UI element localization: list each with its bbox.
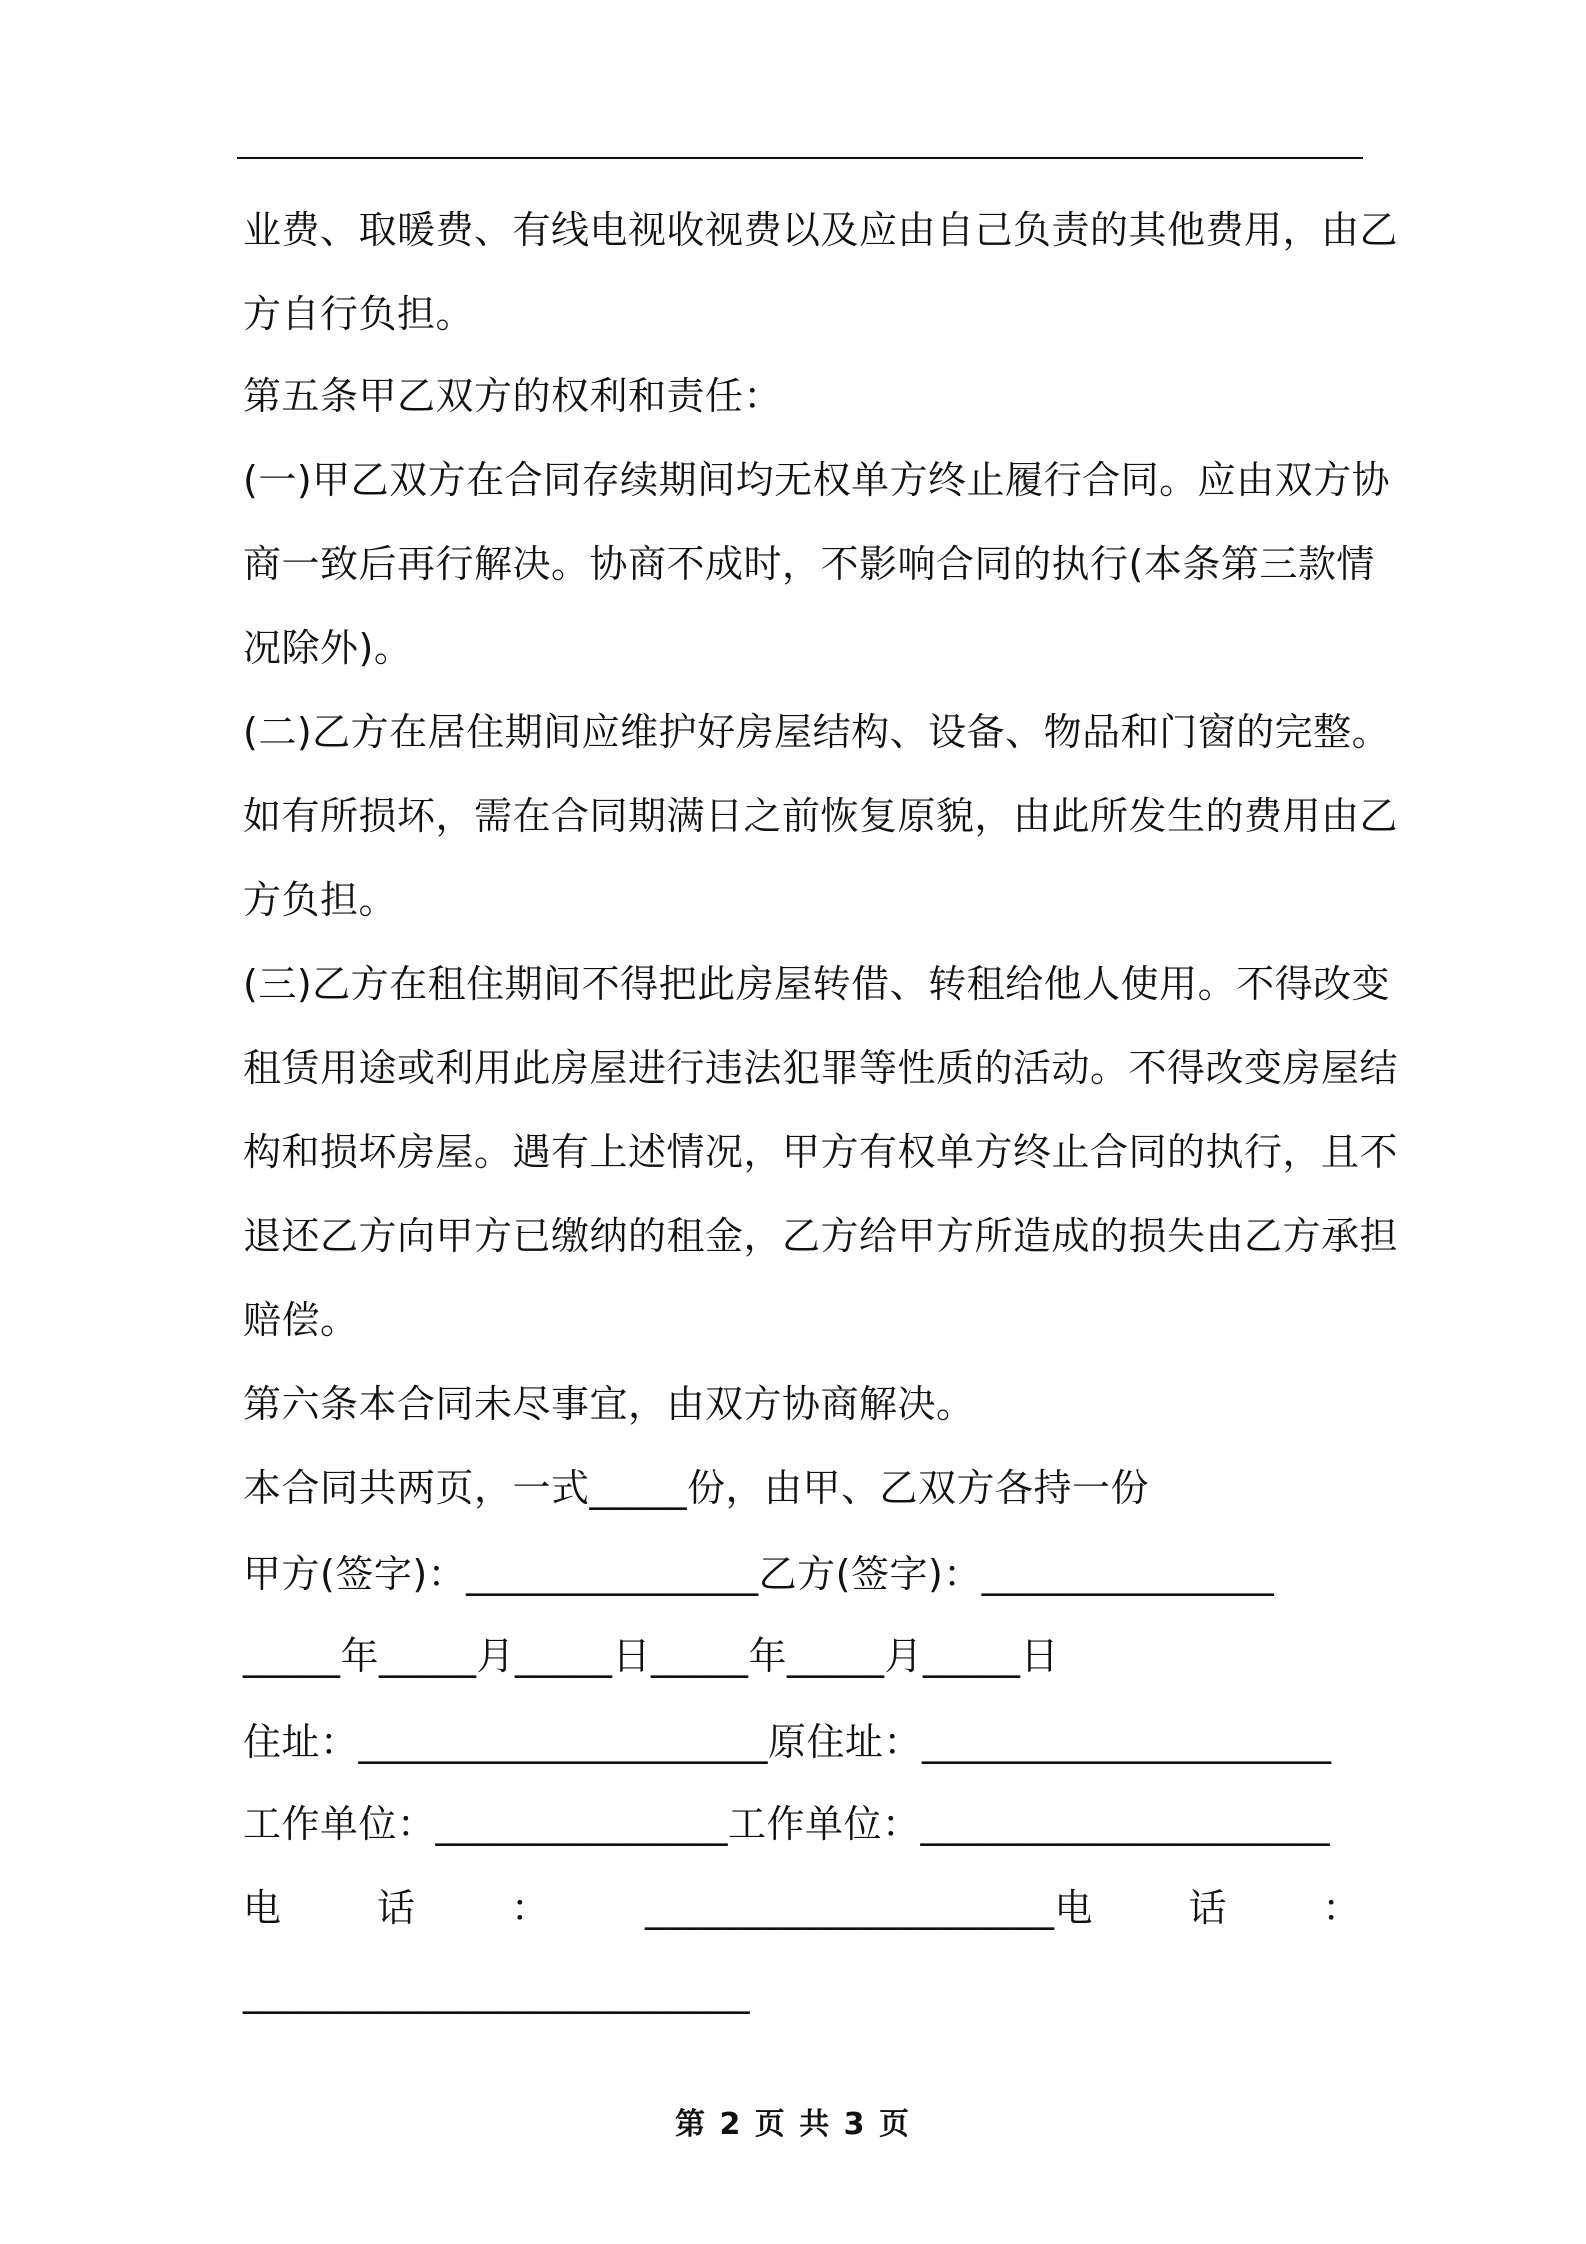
text-line-9: 方负担。 (243, 878, 398, 922)
text-line-13: 退还乙方向甲方已缴纳的租金，乙方给甲方所造成的损失由乙方承担 (243, 1214, 1399, 1258)
text-line-8: 如有所损坏，需在合同期满日之前恢复原貌，由此所发生的费用由乙 (243, 794, 1399, 838)
text-line-11: 租赁用途或利用此房屋进行违法犯罪等性质的活动。不得改变房屋结 (243, 1046, 1399, 1090)
phone-line (243, 1884, 1361, 1932)
text-line-15: 第六条本合同未尽事宜，由双方协商解决。 (243, 1382, 975, 1426)
text-line-5: 商一致后再行解决。协商不成时，不影响合同的执行(本条第三款情 (243, 542, 1375, 586)
phone-blank-line: __________________________ (243, 1970, 750, 2014)
workplace-line: 工作单位：_______________工作单位：_____________________ (243, 1802, 1331, 1846)
date-line: _____年_____月_____日_____年_____月_____日 (243, 1634, 1060, 1678)
address-line: 住址：_____________________原住址：_____________________ (243, 1720, 1332, 1764)
text-line-1: 业费、取暖费、有线电视收视费以及应由自己负责的其他费用，由乙 (243, 208, 1399, 252)
phone-colon-1: ： (510, 1886, 550, 1930)
phone-blank-label: _____________________电 (644, 1886, 1093, 1930)
copies-line: 本合同共两页，一式_____份，由甲、乙双方各持一份 (243, 1466, 1150, 1510)
signature-line: 甲方(签字)：_______________乙方(签字)：_______________ (243, 1552, 1275, 1596)
phone-label-2: 话 (376, 1886, 416, 1930)
phone-label-3: 话 (1188, 1886, 1227, 1930)
text-line-12: 构和损坏房屋。遇有上述情况，甲方有权单方终止合同的执行，且不 (243, 1130, 1399, 1174)
phone-label-1: 电 (243, 1886, 282, 1930)
phone-colon-2: ： (1322, 1886, 1361, 1930)
text-line-7: (二)乙方在居住期间应维护好房屋结构、设备、物品和门窗的完整。 (243, 710, 1391, 754)
text-line-2: 方自行负担。 (243, 292, 475, 336)
page-number-footer: 第 2 页 共 3 页 (675, 2107, 911, 2142)
text-line-14: 赔偿。 (243, 1298, 359, 1342)
text-line-10: (三)乙方在租住期间不得把此房屋转借、转租给他人使用。不得改变 (243, 962, 1391, 1006)
text-line-3: 第五条甲乙双方的权利和责任： (243, 374, 783, 418)
header-rule (237, 157, 1363, 159)
text-line-4: (一)甲乙双方在合同存续期间均无权单方终止履行合同。应由双方协 (243, 458, 1391, 502)
text-line-6: 况除外)。 (243, 626, 413, 670)
